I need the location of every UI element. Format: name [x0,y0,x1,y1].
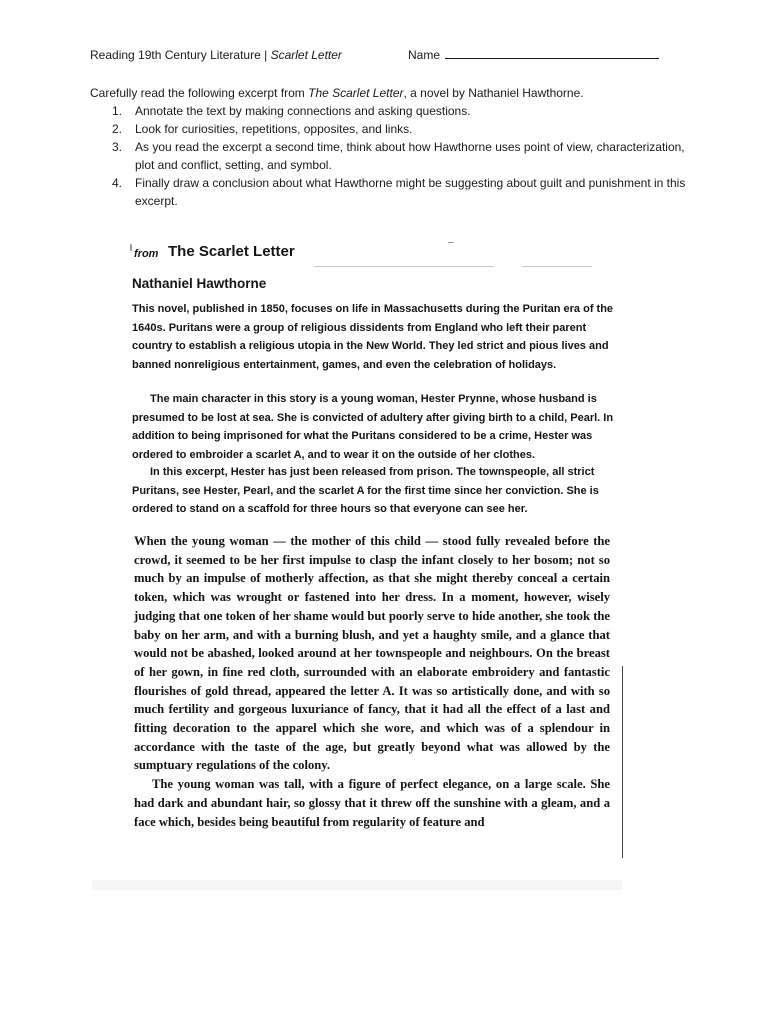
instruction-step: 4. Finally draw a conclusion about what Hawthorne might be suggesting about guilt and punishment in this excerpt. [112,176,686,208]
excerpt-paragraph: The young woman was tall, with a figure of perfect elegance, on a large scale. She had dark and abundant hair, so glossy that it threw off the sunshine with a gleam, and a face which, besides being beautiful from regularity of feature and [134,777,610,829]
instruction-step: 2. Look for curiosities, repetitions, opposites, and links. [112,122,413,136]
scan-speck [314,266,494,267]
context-paragraph: This novel, published in 1850, focuses on life in Massachusetts during the Puritan era of the 1640s. Puritans were a group of religious dissidents from England who left their parent country to establish a religious utopia in the New World. They led strict and pious lives and banned nonreligious entertainment, games, and even the celebration of holidays. [132,303,614,371]
course-title: Reading 19th Century Literature | Scarlet Letter [90,48,342,62]
instructions-lead: Carefully read the following excerpt from The Scarlet Letter, a novel by Nathaniel Hawthorne. [90,86,584,100]
context-paragraph: In this excerpt, Hester has just been released from prison. The townspeople, all strict Puritans, see Hester, Pearl, and the scarlet A for the first time since her conviction. She is ordered to stand on a scaffold for three hours so that everyone can see her. [132,466,599,515]
context-paragraph: The main character in this story is a young woman, Hester Prynne, whose husband is presumed to be lost at sea. She is convicted of adultery after giving birth to a child, Pearl. In addition to being imprisoned for what the Puritans considered to be a crime, Hester was ordered to embroider a scarlet A, and to wear it on the outside of her clothes. [132,393,614,461]
excerpt-title: The Scarlet Letter [168,243,295,260]
excerpt-author: Nathaniel Hawthorne [132,276,267,291]
scan-speck [522,266,592,267]
novel-excerpt [134,532,610,831]
name-blank-line[interactable] [445,46,659,59]
instructions [90,84,690,210]
instruction-step: 1. Annotate the text by making connections and asking questions. [112,104,471,118]
name-field[interactable]: Name [408,46,659,64]
instruction-step: 3. As you read the excerpt a second time, think about how Hawthorne uses point of view, characterization, plot and conflict, setting, and symbol. [112,140,685,172]
excerpt-from-label: from [134,248,159,260]
worksheet-header [90,46,690,64]
excerpt-paragraph: When the young woman — the mother of this child — stood fully revealed before the crowd, it seemed to be her first impulse to clasp the infant closely to her bosom; not so much by an impulse of motherly affection, as that she might thereby conceal a certain token, which was wrought or fastened into her dress. In a moment, however, wisely judging that one token of her shame would but poorly serve to hide another, she took the baby on her arm, and with a burning blush, and yet a haughty smile, and a glance that would not be abashed, looked around at her townspeople and neighbours. On the breast of her gown, in fine red cloth, surrounded with an elaborate embroidery and fantastic flourishes of gold thread, appeared the letter A. It was so artistically done, and with so much fertility and gorgeous luxuriance of fancy, that it had all the effect of a last and fitting decoration to the apparel which she wore, and which was of a splendour in accordance with the taste of the age, but greatly beyond what was allowed by the sumptuary regulations of the colony. [134,534,610,773]
scan-edge-line [622,666,623,858]
instruction-steps [90,102,690,210]
scan-bottom-shadow [92,880,622,890]
scanned-excerpt [92,234,628,894]
scan-speck [130,244,132,251]
scan-speck [448,242,454,243]
